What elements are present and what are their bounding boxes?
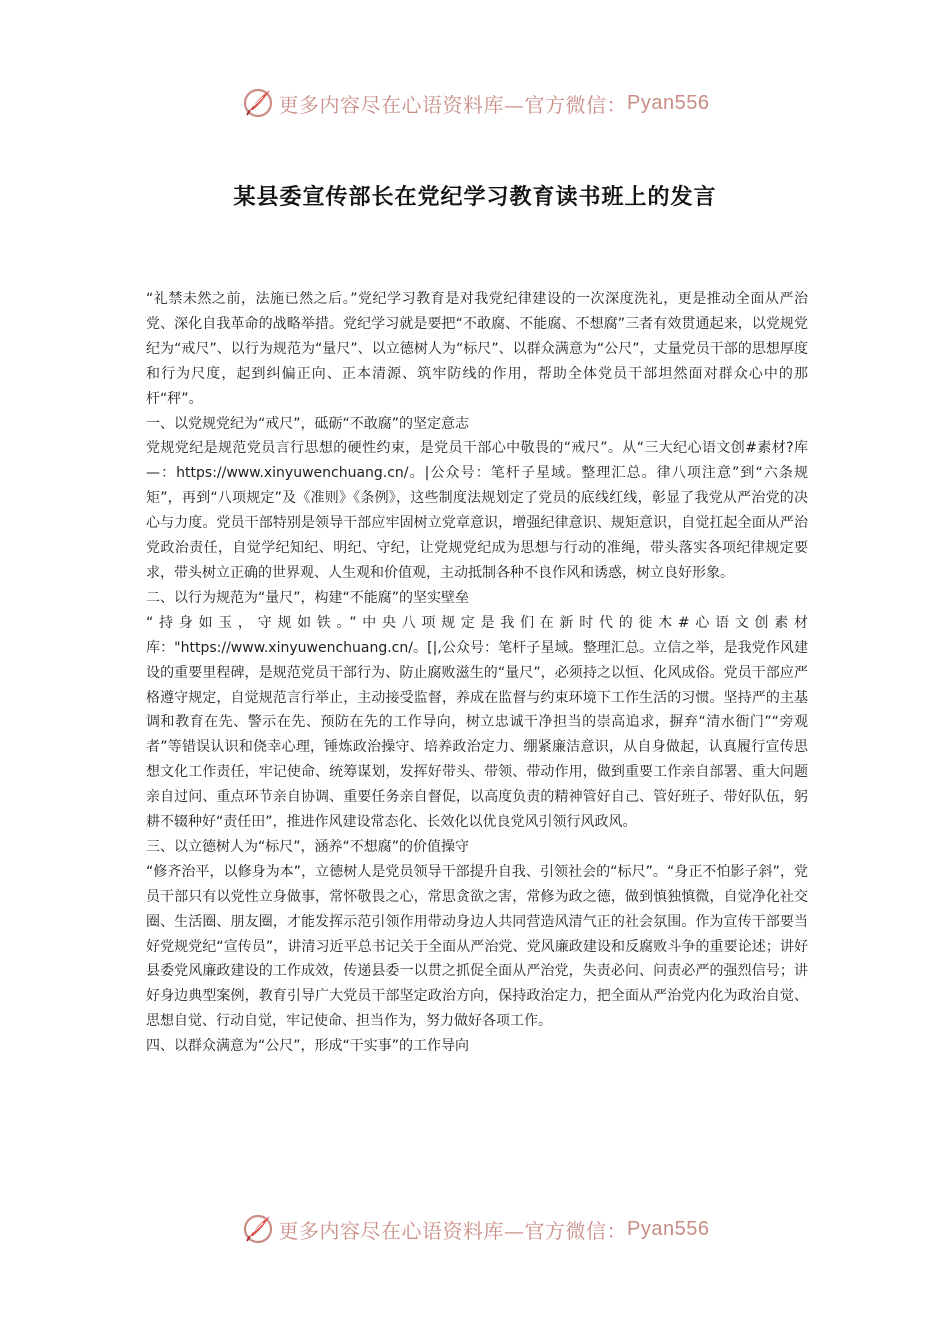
watermark-wechat-id: Pyan556	[627, 1217, 710, 1240]
section-heading-4: 四、以群众满意为“公尺”，形成“干实事”的工作导向	[146, 1038, 470, 1055]
quill-pen-logo-icon	[241, 1212, 275, 1246]
watermark-text: 更多内容尽在心语资料库—官方微信：	[278, 1218, 628, 1243]
section-heading-2: 二、以行为规范为“量尺”，构建“不能腐”的坚实壁垒	[146, 589, 470, 606]
paragraph-intro: “礼禁未然之前，法施已然之后。”党纪学习教育是对我党纪律建设的一次深度洗礼，更是推动全面从严治党、深化自我革命的战略举措。党纪学习就是要把“不敢腐、不能腐、不想腐”三者有效贯通起来，以党规党纪为“戒尺”、以行为规范为“量尺”、以立德树人为“标尺”、以群众满意为“公尺”，丈量党员干部的思想厚度和行为尺度，起到纠偏正向、正本清源、筑牢防线的作用，帮助全体党员干部坦然面对群众心中的那杆“秤”。	[146, 291, 808, 407]
watermark-wechat-id: Pyan556	[627, 91, 710, 114]
paragraph-section-2: “持身如玉，守规如铁。”中央八项规定是我们在新时代的徙木#心语文创素材库："https://www.xinyuwenchuang.cn/。[|,公众号：笔杆子星域。整理汇总。立信之举，是我党作风建设的重要里程碑，是规范党员干部行为、防止腐败滋生的“量尺”，必须持之以恒、化风成俗。党员干部应严格遵守规定，自觉规范言行举止，主动接受监督，养成在监督与约束环境下工作生活的习惯。坚持严的主基调和教育在先、警示在先、预防在先的工作导向，树立忠诚干净担当的崇高追求，摒弃“清水衙门”“旁观者”等错误认识和侥幸心理，锤炼政治操守、培养政治定力、绷紧廉洁意识，从自身做起，认真履行宣传思想文化工作责任，牢记使命、统筹谋划，发挥好带头、带领、带动作用，做到重要工作亲自部署、重大问题亲自过问、重点环节亲自协调、重要任务亲自督促，以高度负责的精神管好自己、管好班子、带好队伍，躬耕不辍种好“责任田”，推进作风建设常态化、长效化以优良党风引领行风政风。	[146, 614, 808, 831]
paragraph-section-1: 党规党纪是规范党员言行思想的硬性约束，是党员干部心中敬畏的“戒尺”。从“三大纪心语文创#素材?库—：https://www.xinyuwenchuang.cn/。|公众号：笔杆子星域。整理汇总。律八项注意”到“六条规矩”，再到“八项规定”及《准则》《条例》，这些制度法规划定了党员的底线红线，彰显了我党从严治党的决心与力度。党员干部特别是领导干部应牢固树立党章意识，增强纪律意识、规矩意识，自觉扛起全面从严治党政治责任，自觉学纪知纪、明纪、守纪，让党规党纪成为思想与行动的准绳，带头落实各项纪律规定要求，带头树立正确的世界观、人生观和价值观，主动抵制各种不良作风和诱惑，树立良好形象。	[146, 440, 808, 581]
quill-pen-logo-icon	[241, 86, 275, 120]
watermark-text: 更多内容尽在心语资料库—官方微信：	[278, 92, 628, 117]
section-heading-1: 一、以党规党纪为“戒尺”，砥砺“不敢腐”的坚定意志	[146, 415, 470, 432]
document-body	[146, 287, 808, 1059]
section-heading-3: 三、以立德树人为“标尺”，涵养“不想腐”的价值操守	[146, 838, 470, 855]
document-title: 某县委宣传部长在党纪学习教育读书班上的发言	[233, 184, 717, 210]
watermark-banner-bottom	[0, 1204, 950, 1254]
watermark-banner-top	[0, 78, 950, 128]
paragraph-section-3: “修齐治平，以修身为本”，立德树人是党员领导干部提升自我、引领社会的“标尺”。“身正不怕影子斜”，党员干部只有以党性立身做事，常怀敬畏之心，常思贪欲之害，常修为政之德，做到慎独慎微，自觉净化社交圈、生活圈、朋友圈，才能发挥示范引领作用带动身边人共同营造风清气正的社会氛围。作为宣传干部要当好党规党纪“宣传员”，讲清习近平总书记关于全面从严治党、党风廉政建设和反腐败斗争的重要论述；讲好县委党风廉政建设的工作成效，传递县委一以贯之抓促全面从严治党，失责必问、问责必严的强烈信号；讲好身边典型案例，教育引导广大党员干部坚定政治方向，保持政治定力，把全面从严治党内化为政治自觉、思想自觉、行动自觉，牢记使命、担当作为，努力做好各项工作。	[146, 863, 808, 1030]
